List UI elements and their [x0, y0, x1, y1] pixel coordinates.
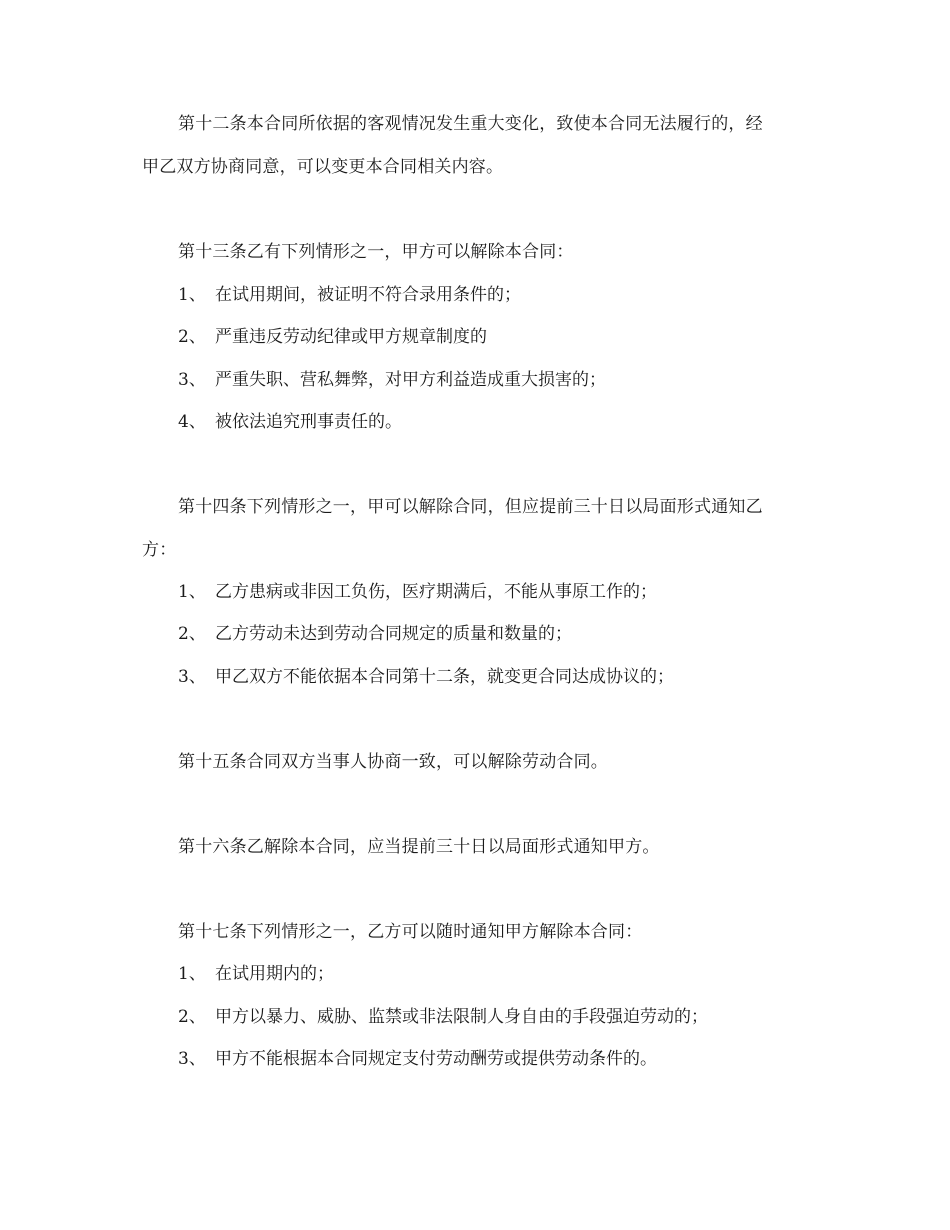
article-17-heading: 第十七条下列情形之一，乙方可以随时通知甲方解除本合同： — [178, 922, 643, 942]
list-item — [178, 368, 606, 392]
list-item — [178, 665, 674, 689]
article-13-heading: 第十三条乙有下列情形之一，甲方可以解除本合同： — [178, 242, 574, 262]
list-item — [178, 580, 657, 604]
list-item-text: 严重违反劳动纪律或甲方规章制度的 — [215, 327, 487, 347]
list-item-number: 1、 — [178, 964, 206, 984]
list-item-text: 甲方以暴力、威胁、监禁或非法限制人身自由的手段强迫劳动的； — [215, 1007, 708, 1027]
list-item — [178, 283, 521, 307]
list-item-text: 甲乙双方不能依据本合同第十二条，就变更合同达成协议的； — [215, 667, 674, 687]
list-item — [178, 410, 402, 434]
list-item-number: 1、 — [178, 285, 206, 305]
list-item-text: 在试用期内的； — [215, 964, 334, 984]
list-item-number: 2、 — [178, 327, 206, 347]
article-16-line-1: 第十六条乙解除本合同，应当提前三十日以局面形式通知甲方。 — [178, 837, 660, 857]
list-item-number: 3、 — [178, 1049, 206, 1069]
list-item-number: 2、 — [178, 624, 206, 644]
list-item-number: 1、 — [178, 582, 206, 602]
list-item-text: 被依法追究刑事责任的。 — [215, 412, 402, 432]
article-14-line-1: 第十四条下列情形之一，甲可以解除合同，但应提前三十日以局面形式通知乙 — [178, 497, 763, 517]
list-item-text: 甲方不能根据本合同规定支付劳动酬劳或提供劳动条件的。 — [215, 1049, 657, 1069]
list-item — [178, 962, 334, 986]
article-12-line-2: 甲乙双方协商同意，可以变更本合同相关内容。 — [142, 157, 504, 177]
article-14-line-2: 方： — [142, 540, 177, 560]
list-item — [178, 325, 487, 349]
list-item-text: 乙方患病或非因工负伤，医疗期满后，不能从事原工作的； — [215, 582, 657, 602]
list-item-text: 在试用期间，被证明不符合录用条件的； — [215, 285, 521, 305]
list-item-text: 严重失职、营私舞弊，对甲方利益造成重大损害的； — [215, 370, 606, 390]
list-item — [178, 1047, 657, 1071]
list-item-number: 2、 — [178, 1007, 206, 1027]
list-item-number: 4、 — [178, 412, 206, 432]
list-item-text: 乙方劳动未达到劳动合同规定的质量和数量的； — [215, 624, 572, 644]
list-item — [178, 622, 572, 646]
article-15-line-1: 第十五条合同双方当事人协商一致，可以解除劳动合同。 — [178, 752, 608, 772]
list-item-number: 3、 — [178, 370, 206, 390]
list-item-number: 3、 — [178, 667, 206, 687]
list-item — [178, 1005, 708, 1029]
article-12-line-1: 第十二条本合同所依据的客观情况发生重大变化，致使本合同无法履行的，经 — [178, 114, 763, 134]
